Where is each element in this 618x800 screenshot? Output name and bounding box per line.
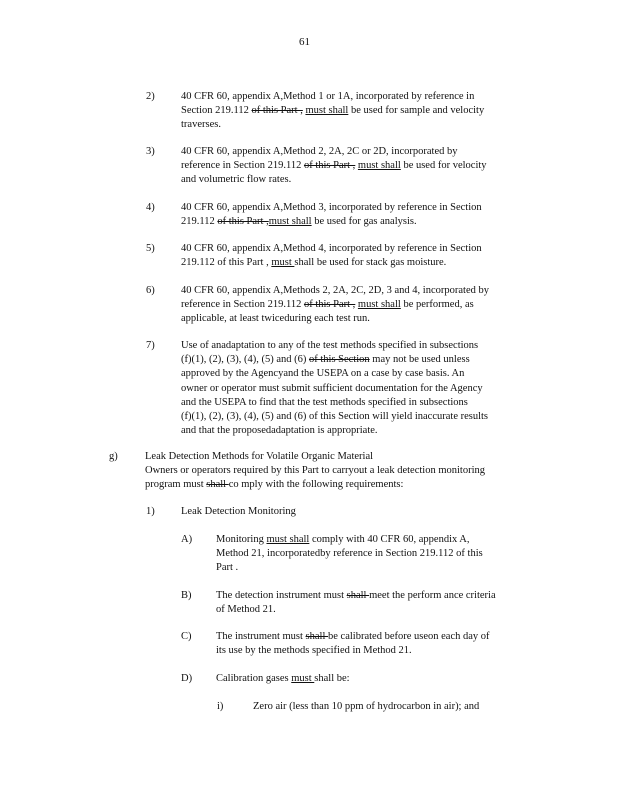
text-line [181,298,571,312]
text-run: Monitoring [216,534,267,545]
list-item-number: 7) [146,340,155,351]
struck-text: shall [346,590,370,601]
text-run: The detection instrument must [216,590,347,601]
text-line [181,242,561,256]
struck-text: of this Part , [251,105,303,117]
struck-text: of this Part , [303,299,356,311]
text-line [216,644,546,658]
section-text [145,450,575,493]
text-line [181,215,561,229]
text-run: owner or operator must submit sufficient documentation for the Agency [181,382,483,394]
sub-item-text [216,630,546,658]
text-line [181,339,571,353]
subsection-text [181,505,481,519]
text-line [181,159,561,173]
sub-item-text [216,672,546,686]
text-run: shall be: [314,673,350,684]
list-item-text [181,284,571,327]
text-line [216,533,546,547]
text-run: reference in Section 219.112 [181,160,304,172]
text-line [216,589,546,603]
sub-sub-item-number: i) [217,701,224,712]
text-run: 219.112 of this Part , [181,257,272,269]
inserted-text: must [291,673,315,684]
list-item-number: 4) [146,202,155,213]
sub-sub-item-text [253,700,553,714]
sub-item-text [216,533,546,576]
text-run: Method 21, incorporatedby reference in Section 219.112 of this [216,548,483,560]
page-number: 61 [299,36,310,48]
text-line [145,464,575,478]
sub-item-letter: D) [181,673,193,684]
text-line [181,173,561,187]
text-run: program must [145,479,207,491]
text-run: meet the perform ance criteria [369,590,496,601]
text-run: comply with 40 CFR 60, appendix A, [309,534,470,545]
text-line [216,603,546,617]
inserted-text: must [271,257,295,269]
text-line [181,353,571,367]
text-line [145,450,575,464]
text-run: traverses. [181,119,221,131]
sub-item-letter: B) [181,590,192,601]
inserted-text: must shall [357,160,401,172]
list-item-text [181,201,561,229]
text-run: Part . [216,562,239,574]
text-run: and volumetric flow rates. [181,174,292,186]
text-run: of Method 21. [216,604,276,616]
text-line [181,424,571,438]
text-line [181,396,571,410]
struck-text: shall [305,631,329,642]
text-run: The instrument must [216,631,306,642]
text-run: may not be used unless [369,354,470,366]
text-run: be performed, as [400,299,474,311]
text-run: 40 CFR 60, appendix A,Method 2, 2A, 2C or 2D, incorporated by [181,146,458,157]
list-item-number: 2) [146,91,155,102]
text-run: Calibration gases [216,673,292,684]
list-item-text [181,90,561,133]
sub-item-letter: C) [181,631,192,642]
text-line [181,410,571,424]
text-run: (f)(1), (2), (3), (4), (5) and (6) of this Section will yield inaccurate results [181,411,489,423]
section-number: g) [109,451,118,462]
list-item-number: 6) [146,285,155,296]
sub-item-text [216,589,546,617]
text-run: be used for velocity [400,160,487,172]
text-line [216,630,546,644]
text-line [216,672,546,686]
text-line [181,367,571,381]
text-line [253,700,553,714]
text-run: 40 CFR 60, appendix A,Methods 2, 2A, 2C, 2D, 3 and 4, incorporated by [181,285,489,296]
inserted-text: must shall [357,299,401,311]
text-line [181,505,481,519]
text-run: and the USEPA to find that the test methods specified in subsections [181,396,468,408]
sub-item-letter: A) [181,534,193,545]
text-line [181,284,571,298]
text-run: Use of anadaptation to any of the test methods specified in subsections [181,340,479,351]
text-line [181,118,561,132]
struck-text: of this Section [308,354,370,366]
text-line [181,145,561,159]
text-run: be used for sample and velocity [348,105,485,117]
text-run: Owners or operators required by this Part to carryout a leak detection monitoring [145,465,485,477]
text-run: be calibrated before useon each day of [328,631,490,642]
text-run: shall be used for stack gas moisture. [294,257,447,269]
struck-text: shall [206,479,229,491]
list-item-text [181,145,561,188]
text-line [181,201,561,215]
struck-text: of this Part , [217,216,269,228]
text-line [145,478,575,492]
text-run: applicable, at least twiceduring each test run. [181,313,370,325]
text-run: Leak Detection Methods for Volatile Organic Material [145,451,374,462]
text-run: 40 CFR 60, appendix A,Method 1 or 1A, incorporated by reference in [181,91,475,102]
inserted-text: must shall [266,534,310,545]
list-item-number: 5) [146,243,155,254]
struck-text: of this Part , [303,160,356,172]
text-run: 40 CFR 60, appendix A,Method 3, incorporated by reference in Section [181,202,482,213]
text-line [216,547,546,561]
subsection-number: 1) [146,506,155,517]
text-run: Leak Detection Monitoring [181,506,296,517]
text-run: reference in Section 219.112 [181,299,304,311]
text-run: and that the proposedadaptation is appropriate. [181,425,378,437]
text-line [216,561,546,575]
text-line [181,256,561,270]
text-run: 219.112 [181,216,218,228]
inserted-text: must shall [305,105,349,117]
text-line [181,104,561,118]
text-run: co mply with the following requirements: [228,479,404,491]
text-run: 40 CFR 60, appendix A,Method 4, incorporated by reference in Section [181,243,482,254]
text-run: approved by the Agencyand the USEPA on a case by case basis. An [181,368,465,380]
list-item-number: 3) [146,146,155,157]
text-line [181,90,561,104]
text-run: Section 219.112 [181,105,252,117]
text-run: be used for gas analysis. [311,216,417,228]
inserted-text: must shall [268,216,312,228]
text-run: (f)(1), (2), (3), (4), (5) and (6) [181,354,309,366]
text-run: Zero air (less than 10 ppm of hydrocarbon in air); and [253,701,480,712]
list-item-text [181,339,571,438]
text-line [181,312,571,326]
text-line [181,382,571,396]
text-run: its use by the methods specified in Method 21. [216,645,412,657]
list-item-text [181,242,561,270]
